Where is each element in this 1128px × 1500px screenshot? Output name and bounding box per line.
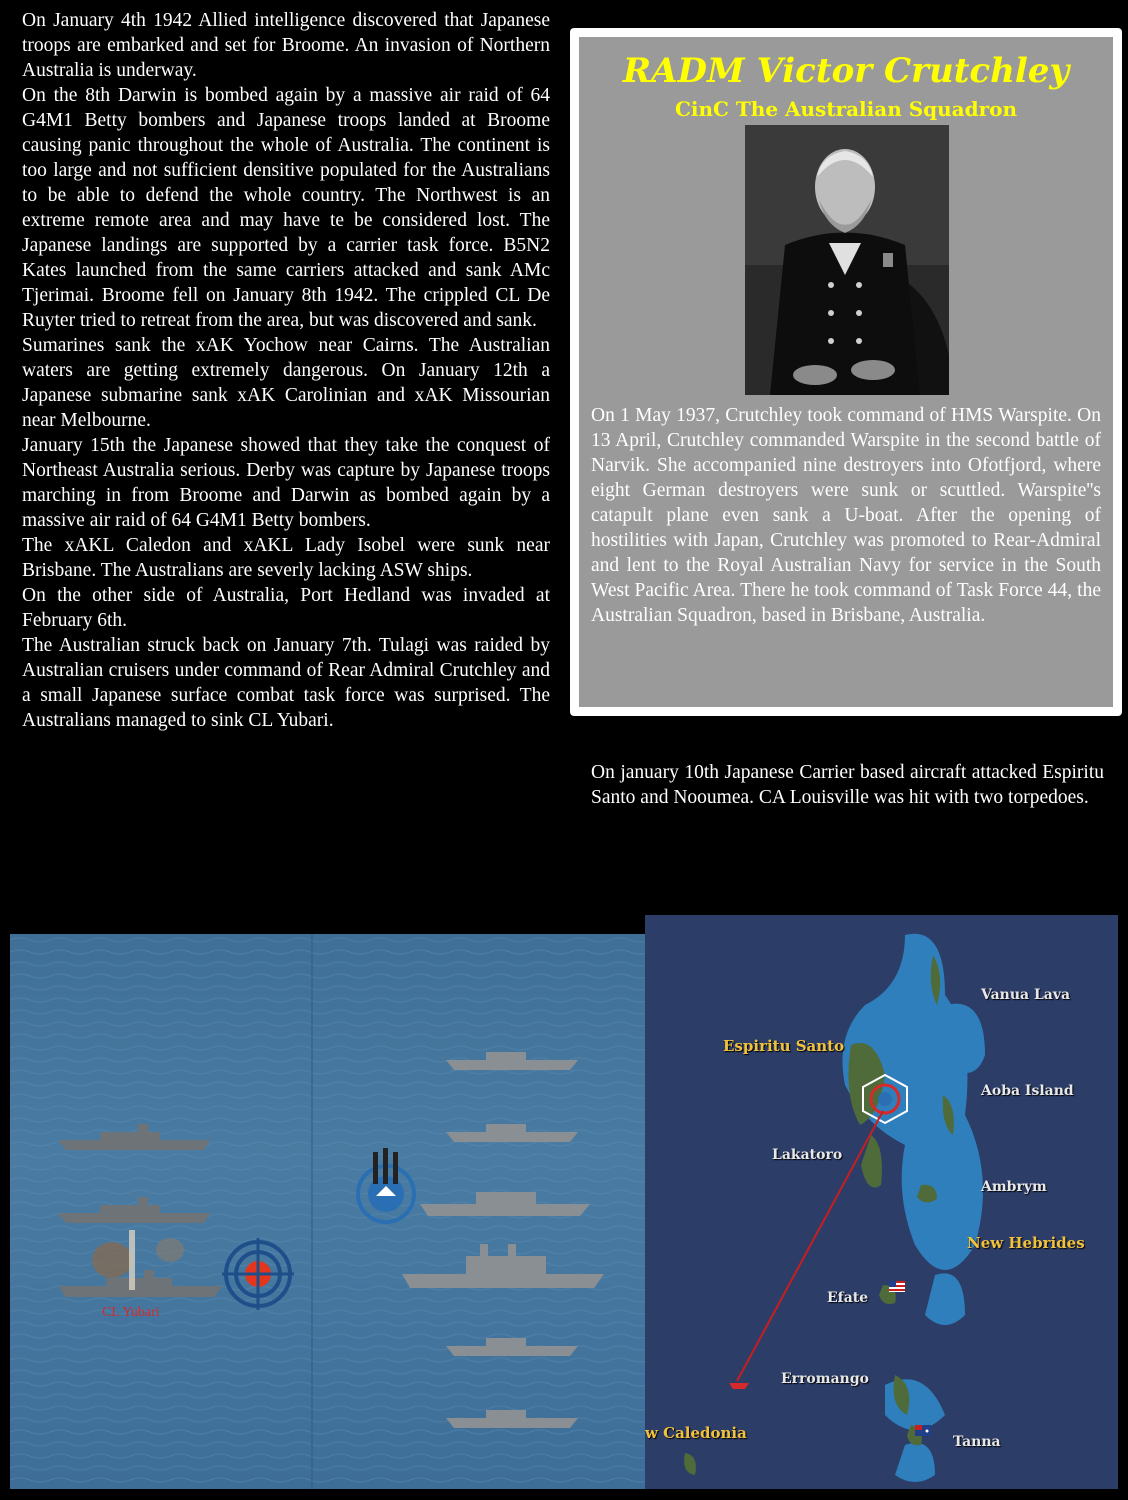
commander-bio-card [570, 28, 1122, 716]
map-label-tanna: Tanna [953, 1434, 1001, 1450]
australian-flag-icon [915, 1425, 931, 1436]
battle-scene-image [10, 934, 647, 1489]
map-label-efate: Efate [827, 1290, 869, 1306]
commander-bio-text: On 1 May 1937, Crutchley took command of HMS Warspite. On 13 April, Crutchley commanded Warspite in the second battle of Narvik. She accompanied nine destroyers into Ofotfjord, where eight German destroyers were sunk or scuttled. Warspite''s catapult plane even sank a U-boat. After the opening of hostilities with Japan, Crutchley was promoted to Rear-Admiral and lent to the Royal Australian Navy for service in the South West Pacific Area. There he took command of Task Force 44, the Australian Squadron, based in Brisbane, Australia. [591, 405, 1101, 626]
commander-role: CinC The Australian Squadron [674, 97, 1018, 121]
carrier-attack-note: On january 10th Japanese Carrier based aircraft attacked Espiritu Santo and Nooumea. CA Louisville was hit with two torpedoes. [591, 762, 1104, 808]
narrative-paragraph: Sumarines sank the xAK Yochow near Cairns. The Australian waters are getting extremely dangerous. On January 12th a Japanese submarine sank xAK Carolinian and xAK Missourian near Melbourne. [22, 335, 550, 431]
narrative-paragraph: The Australian struck back on January 7th. Tulagi was raided by Australian cruisers under command of Rear Admiral Crutchley and a small Japanese surface combat task force was surprised. The Australians managed to sink CL Yubari. [22, 635, 550, 731]
map-label-new-caledonia: w Caledonia [645, 1424, 747, 1442]
map-label-new-hebrides: New Hebrides [967, 1234, 1085, 1252]
map-label-lakatoro: Lakatoro [772, 1147, 843, 1163]
map-label-espiritu-santo: Espiritu Santo [723, 1037, 845, 1055]
us-flag-icon [889, 1281, 905, 1292]
new-hebrides-map [645, 915, 1118, 1489]
narrative-paragraph: January 15th the Japanese showed that they take the conquest of Northeast Australia serious. Derby was capture by Japanese troops marching in from Broome and Darwin as bombed again by a massive air raid of 64 G4M1 Betty bombers. [22, 435, 550, 531]
narrative-paragraph: On January 4th 1942 Allied intelligence discovered that Japanese troops are embarked and set for Broome. An invasion of Northern Australia is underway. [22, 10, 550, 81]
narrative-paragraph: The xAKL Caledon and xAKL Lady Isobel were sunk near Brisbane. The Australians are severly lacking ASW ships. [22, 535, 550, 581]
ship-label: CL Yubari [102, 1305, 160, 1320]
battle-scene [10, 934, 647, 1489]
bio-panel [579, 37, 1113, 707]
narrative-paragraph: On the other side of Australia, Port Hedland was invaded at February 6th. [22, 585, 550, 631]
map-label-ambrym: Ambrym [981, 1179, 1047, 1195]
narrative-column [22, 8, 550, 733]
commander-name: RADM Victor Crutchley [622, 51, 1070, 91]
map-label-vanua-lava: Vanua Lava [981, 987, 1071, 1003]
map-label-aoba-island: Aoba Island [981, 1083, 1074, 1099]
portrait-image [745, 125, 949, 395]
narrative-paragraph: On the 8th Darwin is bombed again by a massive air raid of 64 G4M1 Betty bombers and Japanese troops landed at Broome causing panic throughout the whole of Australia. The continent is too large and not sufficient densitive populated for the Australians to be able to defend the whole country. The Northwest is an extreme remote area and may have te be considered lost. The Japanese landings are supported by a carrier task force. B5N2 Kates launched from the same carriers attacked and sank AMc Tjerimai. Broome fell on January 8th 1942. The crippled CL De Ruyter tried to retreat from the area, but was discovered and sank. [22, 85, 550, 331]
map-label-erromango: Erromango [781, 1371, 869, 1387]
commander-portrait [745, 125, 949, 395]
